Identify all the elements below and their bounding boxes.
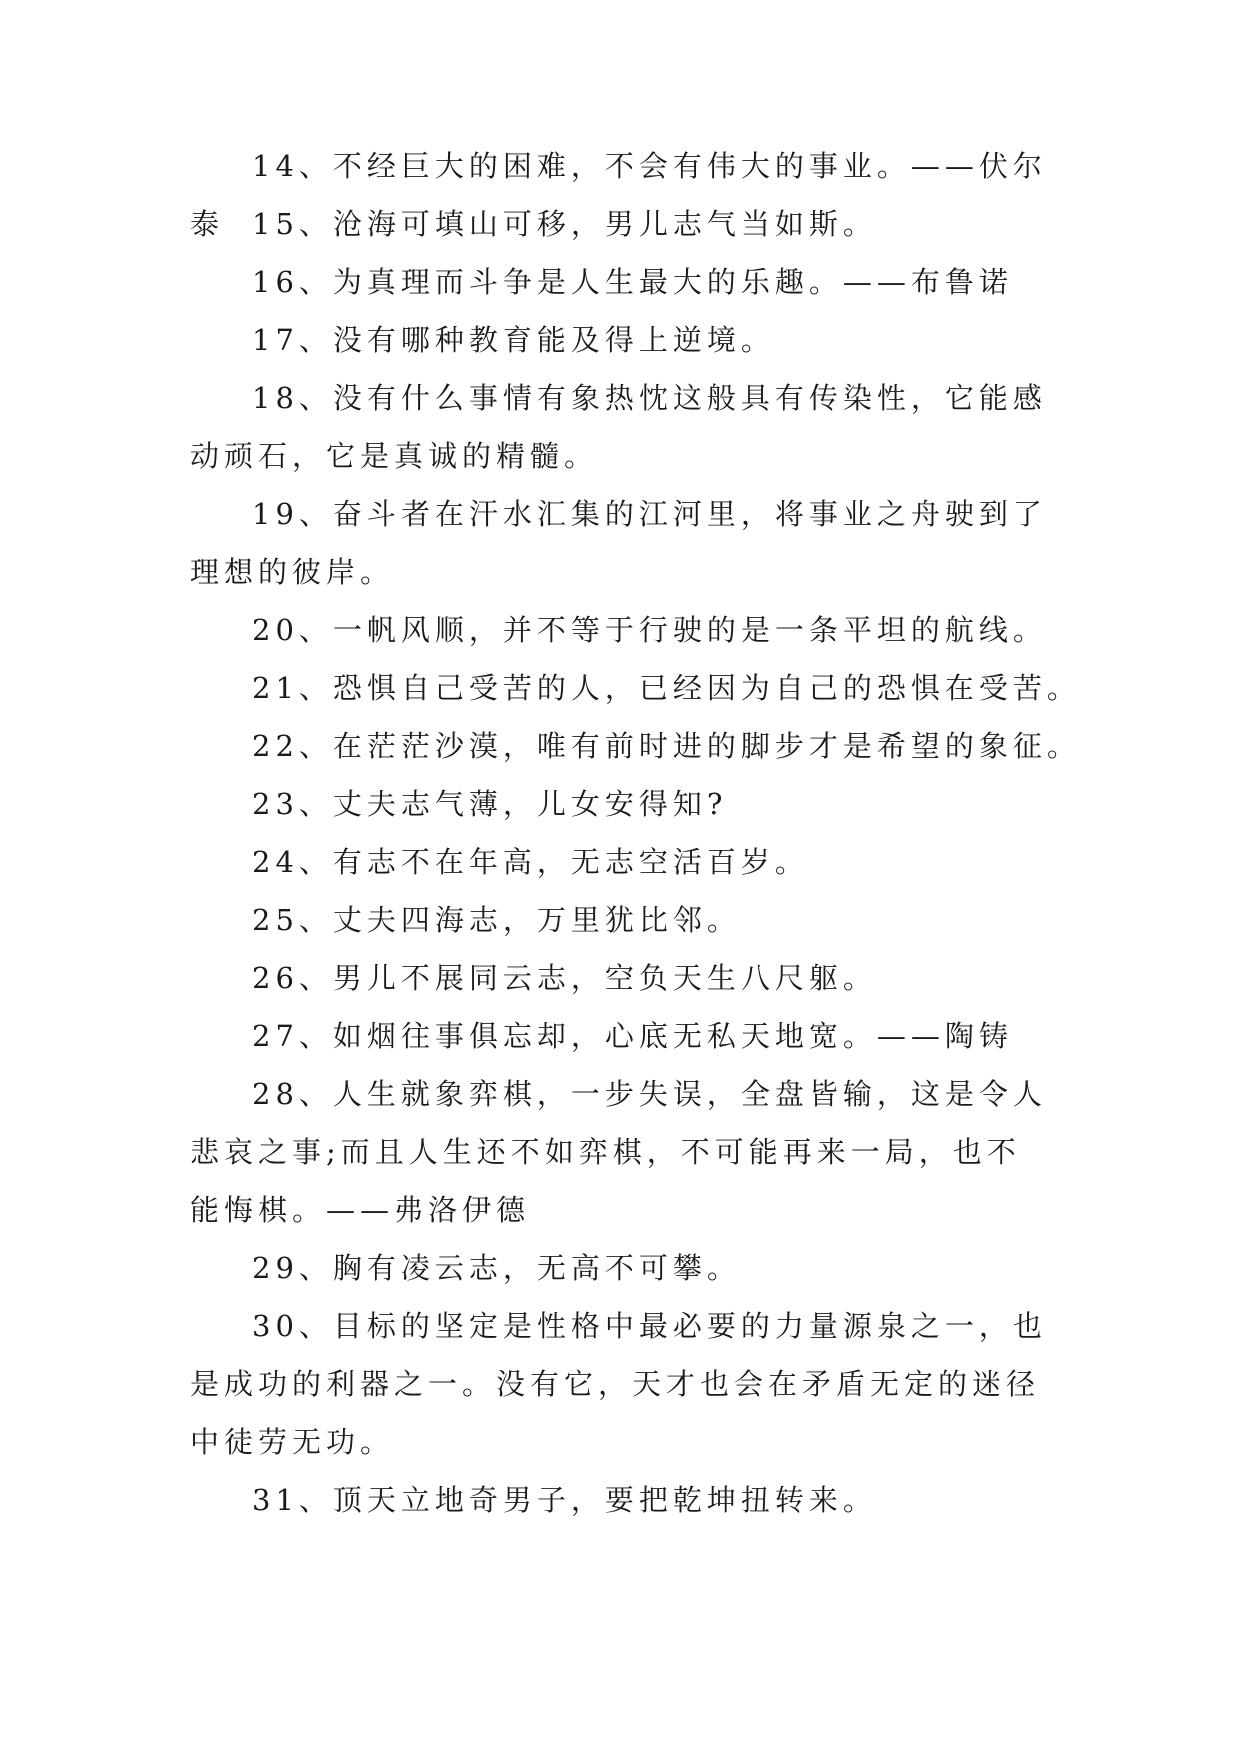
- quote-29: 29、胸有凌云志，无高不可攀。: [252, 1251, 741, 1285]
- quote-24: 24、有志不在年高，无志空活百岁。: [252, 845, 809, 879]
- quote-21: 21、恐惧自己受苦的人，已经因为自己的恐惧在受苦。: [252, 671, 1081, 705]
- quote-26: 26、男儿不展同云志，空负天生八尺躯。: [252, 961, 877, 995]
- quote-16: 16、为真理而斗争是人生最大的乐趣。——布鲁诺: [252, 265, 1013, 299]
- quote-22: 22、在茫茫沙漠，唯有前时进的脚步才是希望的象征。: [252, 729, 1081, 763]
- quote-19: 19、奋斗者在汗水汇集的江河里，将事业之舟驶到了理想的彼岸。: [190, 497, 1047, 589]
- quote-18: 18、没有什么事情有象热忱这般具有传染性，它能感动顽石，它是真诚的精髓。: [190, 381, 1047, 473]
- quote-14: 14、不经巨大的困难，不会有伟大的事业。——伏尔泰: [190, 149, 1047, 241]
- quote-27: 27、如烟往事俱忘却，心底无私天地宽。——陶铸: [252, 1019, 1013, 1053]
- quote-28: 28、人生就象弈棋，一步失误，全盘皆输，这是令人悲哀之事;而且人生还不如弈棋，不可能再来一局，也不能悔棋。——弗洛伊德: [190, 1077, 1047, 1227]
- quote-15: 15、沧海可填山可移，男儿志气当如斯。: [252, 207, 877, 241]
- quote-20: 20、一帆风顺，并不等于行驶的是一条平坦的航线。: [252, 613, 1047, 647]
- quote-31: 31、顶天立地奇男子，要把乾坤扭转来。: [252, 1483, 877, 1517]
- quote-25: 25、丈夫四海志，万里犹比邻。: [252, 903, 741, 937]
- quote-30: 30、目标的坚定是性格中最必要的力量源泉之一，也是成功的利器之一。没有它，天才也会在矛盾无定的迷径中徒劳无功。: [190, 1309, 1047, 1459]
- quote-17: 17、没有哪种教育能及得上逆境。: [252, 323, 775, 357]
- quote-23: 23、丈夫志气薄，儿女安得知?: [252, 787, 728, 821]
